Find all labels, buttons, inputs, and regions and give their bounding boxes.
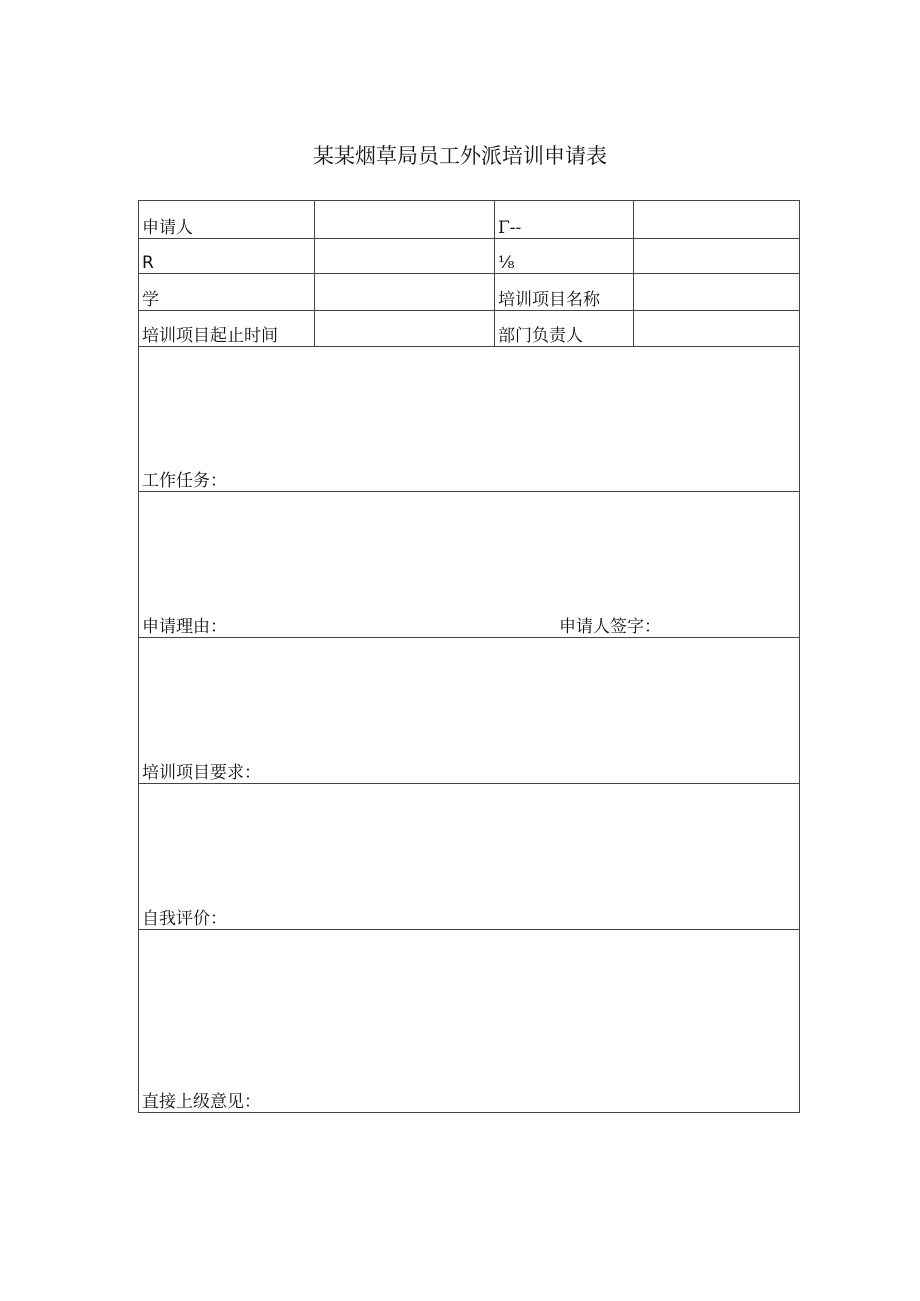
form-row-4 [139,311,800,347]
row2-left-value-field[interactable] [315,239,495,274]
applicant-value-field[interactable] [315,201,495,239]
row1-right-label: Γ-- [495,201,634,239]
supervisor-opinion-section [139,930,800,1113]
education-value-field[interactable] [315,274,495,311]
training-period-field[interactable] [315,311,495,347]
form-row-applicant [139,201,800,239]
department-head-label: 部门负责人 [495,311,634,347]
applicant-signature-label: 申请人签字： [559,617,661,637]
row2-right-value-field[interactable] [634,239,800,274]
training-period-label: 培训项目起止时间 [139,311,315,347]
application-form-table [138,200,800,1113]
requirements-section [139,638,800,784]
supervisor-opinion-label: 直接上级意见： [142,1092,261,1112]
form-row-3 [139,274,800,311]
work-tasks-area[interactable] [139,347,800,492]
work-tasks-section [139,347,800,492]
reason-label: 申请理由： [142,617,227,637]
work-tasks-label: 工作任务： [142,471,227,491]
training-project-name-label: 培训项目名称 [495,274,634,311]
education-label: 学 [139,274,315,311]
requirements-area[interactable] [139,638,800,784]
requirements-label: 培训项目要求： [142,763,261,783]
page-title: 某某烟草局员工外派培训申请表 [313,144,607,168]
row2-right-label: ⅛ [495,239,634,274]
training-project-name-field[interactable] [634,274,800,311]
self-evaluation-section [139,784,800,930]
applicant-label: 申请人 [139,201,315,239]
row1-right-value-field[interactable] [634,201,800,239]
reason-section [139,492,800,638]
form-row-2 [139,239,800,274]
department-head-field[interactable] [634,311,800,347]
reason-area[interactable] [139,492,800,638]
self-evaluation-area[interactable] [139,784,800,930]
row2-left-label: R [139,239,315,274]
self-evaluation-label: 自我评价： [142,909,227,929]
supervisor-opinion-area[interactable] [139,930,800,1113]
